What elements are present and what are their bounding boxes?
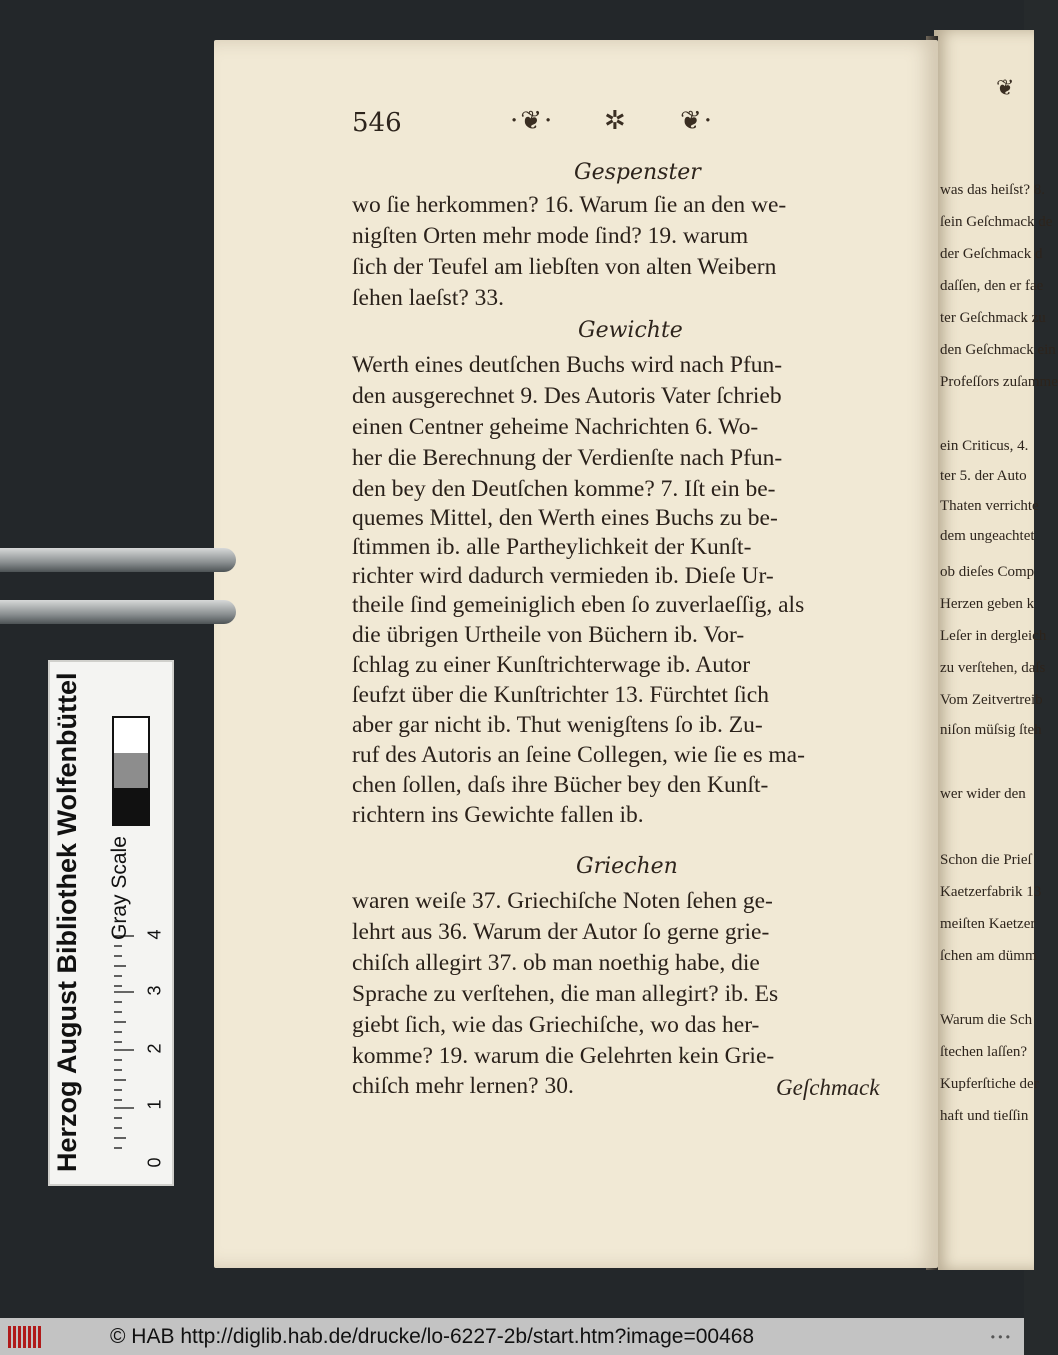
right-page-line: Kaetzerfabrik 13 [940,884,1042,900]
right-page-line: Kupferſtiche der [940,1076,1039,1092]
copyright-link[interactable]: © HAB http://diglib.hab.de/drucke/lo-6227-2b/start.htm?image=00468 [110,1325,755,1348]
clamp-bar-upper [0,548,236,572]
text-line: ſeufzt über die Kunſtrichter 13. Fürchtet ſich [352,682,769,708]
headpiece-ornament-right: ❦· [680,106,715,136]
text-line: richter wird dadurch vermieden ib. Dieſe Ur- [352,563,774,589]
right-page-line: ein Criticus, 4. [940,438,1029,454]
text-line: chiſch mehr lernen? 30. [352,1073,574,1099]
right-page-line: was das heiſst? 8. [940,182,1045,198]
headpiece-ornament-center: ✲ [604,106,628,136]
section-heading: Gespenster [574,160,701,185]
text-line: giebt ſich, wie das Griechiſche, wo das her- [352,1012,760,1038]
text-line: lehrt aus 36. Warum der Autor ſo gerne grie- [352,919,770,945]
text-line: nigſten Orten mehr mode ſind? 19. warum [352,223,749,249]
text-line: aber gar nicht ib. Thut wenigſtens ſo ib. Zu- [352,712,763,738]
ruler-label-1: 1 [144,1099,165,1110]
footer-bar [0,1318,1024,1355]
right-page-line: den Geſchmack ein [940,342,1056,358]
scale-card-title: Herzog August Bibliothek Wolfenbüttel [52,672,82,1172]
section-heading: Griechen [576,854,678,879]
ruler-label-0: 0 [144,1157,165,1168]
headpiece-ornament-left: ·❦· [510,106,555,136]
right-page-line: meiſten Kaetzer [940,916,1036,932]
text-line: ſchlag zu einer Kunſtrichterwage ib. Autor [352,652,751,678]
text-line: quemes Mittel, den Werth eines Buchs zu be- [352,505,778,531]
right-page-line: wer wider den [940,786,1026,802]
right-page-ornament: ❦ [996,76,1015,101]
ruler-label-4: 4 [144,929,165,940]
text-line: komme? 19. warum die Gelehrten kein Grie- [352,1043,775,1069]
right-page-line: Leſer in dergleich [940,628,1047,644]
right-page-line: niſon müſsig ſteh [940,722,1042,738]
text-line: theile ſind gemeiniglich eben ſo zuverlaeſſig, als [352,592,805,618]
right-page-line: dem ungeachtet [940,528,1035,544]
text-line: chen ſollen, daſs ihre Bücher bey den Kunſt- [352,772,769,798]
right-page-line: Thaten verrichte [940,498,1039,514]
catchword: Geſchmack [776,1075,880,1100]
text-line: chiſch allegirt 37. ob man noethig habe, die [352,950,760,976]
text-line: Werth eines deutſchen Buchs wird nach Pfun- [352,352,783,378]
right-page-line: Warum die Sch [940,1012,1033,1028]
right-page-line: Herzen geben k [940,596,1035,612]
right-page-line: ter 5. der Auto [940,468,1027,484]
right-page-line: Profeſſors zuſamme [940,374,1058,390]
text-line: ruf des Autoris an ſeine Collegen, wie ſie es ma- [352,742,805,768]
right-page-line: ter Geſchmack zu [940,310,1046,326]
right-page-line: zu verſtehen, daſs [940,660,1046,676]
ruler-label-3: 3 [144,985,165,996]
text-line: Sprache zu verſtehen, die man allegirt? ib. Es [352,981,779,1007]
section-heading: Gewichte [578,318,683,343]
right-page-line: haft und tieſſin [940,1108,1029,1124]
page-number: 546 [352,108,402,138]
text-line: die übrigen Urtheile von Büchern ib. Vor- [352,622,745,648]
ruler-label-2: 2 [144,1043,165,1054]
clamp-bar-lower [0,600,236,624]
footer-dots: • • • [990,1330,1010,1344]
text-line: einen Centner geheime Nachrichten 6. Wo- [352,414,759,440]
text-line: her die Berechnung der Verdienſte nach Pfun- [352,445,783,471]
right-page-line: ob dieſes Comp [940,564,1035,580]
text-line: den ausgerechnet 9. Des Autoris Vater ſchrieb [352,383,782,409]
right-page-line: Schon die Prieſ [940,852,1032,868]
gray-scale-swatch [112,716,150,826]
right-page-line: daſſen, den er fae [940,278,1044,294]
hab-logo-icon [8,1326,48,1348]
right-page-line: ſchen am dümm [940,948,1037,964]
text-line: ſehen laeſst? 33. [352,285,505,311]
right-page-line: Vom Zeitvertreib [940,692,1043,708]
text-line: den bey den Deutſchen komme? 7. Iſt ein be- [352,476,776,502]
text-line: ſtimmen ib. alle Partheylichkeit der Kunſt- [352,534,752,560]
scale-card-subtitle: Gray Scale [108,836,131,940]
text-line: waren weiſe 37. Griechiſche Noten ſehen ge- [352,888,773,914]
right-page-line: der Geſchmack d [940,246,1043,262]
right-page-line: ſtechen laſſen? [940,1044,1028,1060]
ruler [114,929,174,1168]
text-line: ſich der Teufel am liebſten von alten Weibern [352,254,777,280]
right-page-line: ſein Geſchmack de [940,214,1053,230]
text-line: richtern ins Gewichte fallen ib. [352,802,644,828]
text-line: wo ſie herkommen? 16. Warum ſie an den we- [352,192,787,218]
